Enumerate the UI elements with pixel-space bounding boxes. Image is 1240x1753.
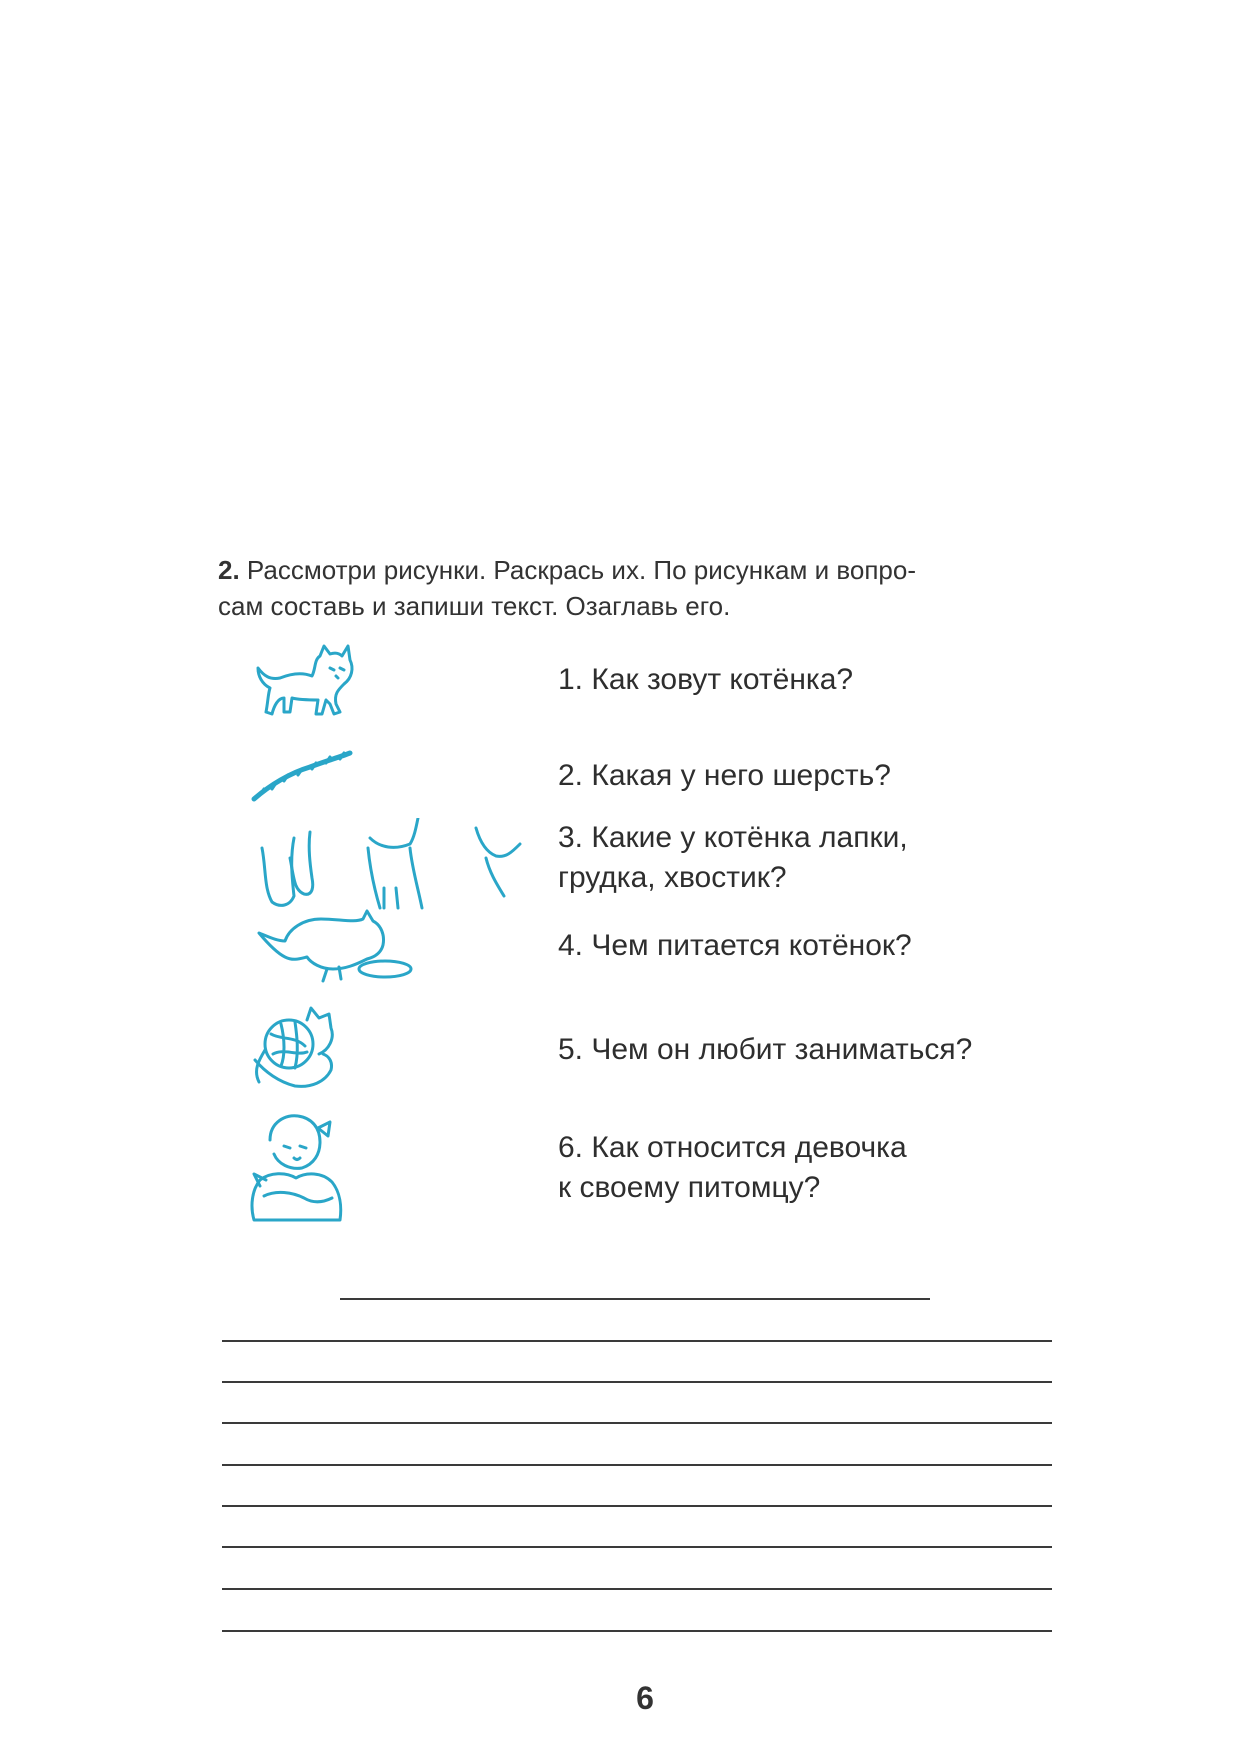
question-2 xyxy=(558,756,891,796)
task-text-line2: сам составь и запиши текст. Озаглавь его. xyxy=(218,591,731,621)
fur-stroke-icon xyxy=(250,745,360,805)
girl-holding-kitten-icon xyxy=(240,1110,350,1230)
task-instructions xyxy=(218,552,1058,624)
title-writing-line[interactable] xyxy=(340,1298,930,1300)
writing-line-7[interactable] xyxy=(222,1588,1052,1590)
question-3-line1: 3. Какие у котёнка лапки, xyxy=(558,821,908,854)
question-3 xyxy=(558,818,908,898)
question-4 xyxy=(558,926,912,966)
question-6 xyxy=(558,1128,907,1208)
writing-line-8[interactable] xyxy=(222,1630,1052,1632)
question-4-line1: 4. Чем питается котёнок? xyxy=(558,929,912,962)
task-text-line1: Рассмотри рисунки. Раскрась их. По рисункам и вопро- xyxy=(246,555,917,585)
writing-line-6[interactable] xyxy=(222,1546,1052,1548)
kitten-sitting-icon xyxy=(250,638,360,728)
writing-line-1[interactable] xyxy=(222,1340,1052,1342)
question-3-line2: грудка, хвостик? xyxy=(558,861,787,894)
question-6-line2: к своему питомцу? xyxy=(558,1171,821,1204)
question-5-line1: 5. Чем он любит заниматься? xyxy=(558,1033,973,1066)
writing-line-3[interactable] xyxy=(222,1422,1052,1424)
question-5 xyxy=(558,1030,972,1070)
task-number: 2. xyxy=(218,555,240,585)
paws-chest-tail-icon xyxy=(250,818,530,918)
writing-line-5[interactable] xyxy=(222,1505,1052,1507)
question-1 xyxy=(558,660,853,700)
question-2-line1: 2. Какая у него шерсть? xyxy=(558,759,891,792)
writing-line-4[interactable] xyxy=(222,1464,1052,1466)
writing-line-2[interactable] xyxy=(222,1381,1052,1383)
kitten-playing-yarn-icon xyxy=(245,1000,345,1100)
page-number: 6 xyxy=(636,1680,654,1716)
question-1-line1: 1. Как зовут котёнка? xyxy=(558,663,854,696)
kitten-drinking-milk-icon xyxy=(255,905,415,985)
question-6-line1: 6. Как относится девочка xyxy=(558,1131,907,1164)
